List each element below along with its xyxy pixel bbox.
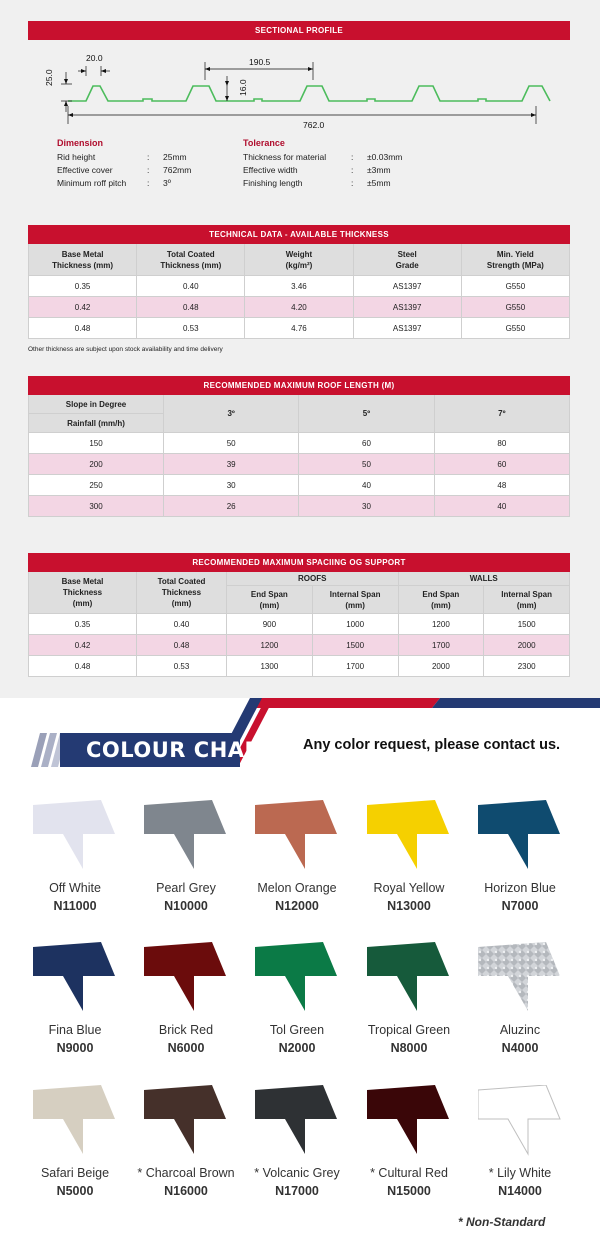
table-row: 0.35 0.40 3.46 AS1397 G550 [29, 276, 570, 297]
colour-name: Pearl Grey [156, 881, 216, 895]
table-header: End Span (mm) [227, 586, 313, 614]
colour-swatch [33, 800, 123, 875]
colour-code: N7000 [501, 899, 539, 913]
colour-code: N17000 [275, 1184, 319, 1198]
colour-code: N4000 [501, 1041, 539, 1055]
colour-swatch [255, 1085, 345, 1160]
table-row: 200 39 50 60 [29, 454, 570, 475]
colour-name: Safari Beige [40, 1166, 110, 1180]
colour-code: N5000 [56, 1184, 94, 1198]
table-row: 0.48 0.53 4.76 AS1397 G550 [29, 318, 570, 339]
spec-colon: : [147, 152, 150, 162]
support-spacing-table [28, 553, 570, 677]
colour-name: Tropical Green [367, 1023, 451, 1037]
colour-name: * Lily White [488, 1166, 552, 1180]
table-header: Internal Span (mm) [312, 586, 398, 614]
colour-code: N11000 [53, 899, 97, 913]
table-header: Min. Yield Strength (MPa) [461, 244, 569, 276]
table-header: Total Coated Thickness (mm) [137, 572, 227, 614]
tolerance-heading: Tolerance [243, 138, 285, 148]
dim-effective-cover: 762.0 [303, 120, 325, 130]
colour-code: N10000 [164, 899, 208, 913]
colour-code: N14000 [498, 1184, 542, 1198]
table-header: Steel Grade [353, 244, 461, 276]
spec-value: 25mm [163, 152, 187, 162]
colour-code: N9000 [56, 1041, 94, 1055]
colour-swatch [367, 1085, 457, 1160]
walls-header: WALLS [398, 572, 570, 586]
table-row: 0.35 0.40 900 1000 1200 1500 [29, 614, 570, 635]
dim-pitch-width: 20.0 [86, 53, 103, 63]
colour-code: N2000 [278, 1041, 316, 1055]
spec-label: Thickness for material [243, 152, 327, 162]
colour-swatch [33, 942, 123, 1017]
thickness-note: Other thickness are subject upon stock availability and time delivery [28, 346, 223, 353]
slope-header: 3º [164, 395, 299, 433]
dimension-spec [57, 137, 191, 190]
spec-label: Effective width [243, 165, 298, 175]
colour-swatch [144, 1085, 234, 1160]
colour-name: Horizon Blue [484, 881, 556, 895]
spec-label: Effective cover [57, 165, 113, 175]
table-row: 0.42 0.48 4.20 AS1397 G550 [29, 297, 570, 318]
spec-value: 3º [163, 178, 171, 188]
spec-label: Rid height [57, 152, 96, 162]
table-row: 250 30 40 48 [29, 475, 570, 496]
dimension-heading: Dimension [57, 138, 104, 148]
spec-value: ±0.03mm [367, 152, 403, 162]
slope-header: 7º [434, 395, 569, 433]
sectional-profile-banner: SECTIONAL PROFILE [28, 21, 570, 40]
colour-code: N15000 [387, 1184, 431, 1198]
rainfall-label: Rainfall (mm/h) [29, 414, 164, 433]
spec-colon: : [351, 152, 354, 162]
dim-rib-height: 25.0 [44, 69, 54, 86]
spec-value: ±5mm [367, 178, 391, 188]
colour-chart-title: COLOUR CHART [86, 738, 276, 762]
colour-name: * Charcoal Brown [137, 1166, 235, 1180]
colour-name: Tol Green [269, 1023, 325, 1037]
roof-length-banner: RECOMMENDED MAXIMUM ROOF LENGTH (M) [29, 377, 570, 395]
colour-name: Off White [49, 881, 101, 895]
colour-swatch [144, 800, 234, 875]
colour-swatch [367, 942, 457, 1017]
colour-swatch [478, 1085, 568, 1160]
colour-request-slogan: Any color request, please contact us. [303, 737, 561, 753]
colour-swatch [478, 800, 568, 875]
slope-header: 5º [299, 395, 434, 433]
spacing-banner: RECOMMENDED MAXIMUM SPACIING OG SUPPORT [29, 554, 570, 572]
colour-swatch [255, 800, 345, 875]
colour-code: N16000 [164, 1184, 208, 1198]
spec-colon: : [351, 178, 354, 188]
colour-name: * Volcanic Grey [254, 1166, 340, 1180]
slope-label: Slope in Degree [29, 395, 164, 414]
spec-label: Minimum roff pitch [57, 178, 127, 188]
colour-code: N6000 [167, 1041, 205, 1055]
table-row: 300 26 30 40 [29, 496, 570, 517]
technical-data-table [28, 225, 570, 339]
spec-colon: : [147, 178, 150, 188]
colour-swatch [367, 800, 457, 875]
profile-line [68, 86, 550, 101]
colour-name: Brick Red [158, 1023, 214, 1037]
spec-colon: : [351, 165, 354, 175]
non-standard-note: * Non-Standard [458, 1215, 546, 1229]
colour-swatch [478, 942, 568, 1017]
spec-value: 762mm [163, 165, 192, 175]
dim-rib-spacing: 190.5 [249, 57, 271, 67]
roofs-header: ROOFS [227, 572, 399, 586]
table-row: 0.48 0.53 1300 1700 2000 2300 [29, 656, 570, 677]
colour-swatch [144, 942, 234, 1017]
colour-name: Aluzinc [499, 1023, 541, 1037]
colour-code: N12000 [275, 899, 319, 913]
colour-name: Fina Blue [48, 1023, 102, 1037]
table-row: 150 50 60 80 [29, 433, 570, 454]
table-header: Total Coated Thickness (mm) [137, 244, 245, 276]
table-header: Internal Span (mm) [484, 586, 570, 614]
colour-code: N8000 [390, 1041, 428, 1055]
spec-value: ±3mm [367, 165, 391, 175]
spec-colon: : [147, 165, 150, 175]
roof-length-table [28, 376, 570, 517]
table-header: Base Metal Thickness (mm) [29, 572, 137, 614]
colour-code: N13000 [387, 899, 431, 913]
colour-name: * Cultural Red [370, 1166, 448, 1180]
tolerance-spec [243, 137, 402, 190]
colour-name: Royal Yellow [373, 881, 445, 895]
table-header: Weight (kg/m²) [245, 244, 353, 276]
colour-swatch [33, 1085, 123, 1160]
dim-sub-height: 16.0 [238, 79, 248, 96]
technical-data-banner: TECHNICAL DATA - AVAILABLE THICKNESS [29, 226, 570, 244]
colour-swatch [255, 942, 345, 1017]
table-row: 0.42 0.48 1200 1500 1700 2000 [29, 635, 570, 656]
table-header: Base Metal Thickness (mm) [29, 244, 137, 276]
colour-name: Melon Orange [257, 881, 337, 895]
table-header: End Span (mm) [398, 586, 484, 614]
spec-label: Finishing length [243, 178, 303, 188]
